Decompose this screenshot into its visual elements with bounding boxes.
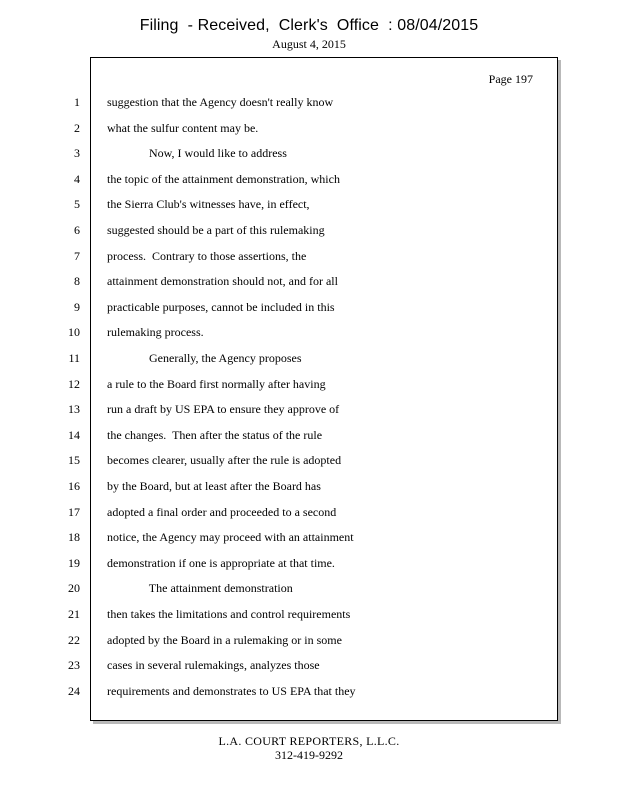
line-number: 17 xyxy=(68,505,80,519)
line-text: notice, the Agency may proceed with an attainment xyxy=(107,530,354,544)
line-text: Generally, the Agency proposes xyxy=(107,351,302,365)
footer-phone: 312-419-9292 xyxy=(275,748,343,762)
line-number: 20 xyxy=(68,581,80,595)
filing-date: August 4, 2015 xyxy=(272,37,346,51)
line-text: process. Contrary to those assertions, the xyxy=(107,249,307,263)
line-number: 19 xyxy=(68,556,80,570)
line-number: 13 xyxy=(68,402,80,416)
line-number: 11 xyxy=(68,351,80,365)
line-text: demonstration if one is appropriate at that time. xyxy=(107,556,335,570)
line-number: 23 xyxy=(68,658,80,672)
line-text: suggested should be a part of this rulemaking xyxy=(107,223,325,237)
line-number: 14 xyxy=(68,428,80,442)
line-number: 10 xyxy=(68,325,80,339)
line-text: what the sulfur content may be. xyxy=(107,121,259,135)
line-text: becomes clearer, usually after the rule is adopted xyxy=(107,453,342,467)
line-number: 12 xyxy=(68,377,80,391)
footer-company: L.A. COURT REPORTERS, L.L.C. xyxy=(218,734,400,748)
line-text: run a draft by US EPA to ensure they approve of xyxy=(107,402,340,416)
line-text: rulemaking process. xyxy=(107,325,204,339)
line-number: 9 xyxy=(74,300,80,314)
line-number: 6 xyxy=(74,223,80,237)
line-number: 5 xyxy=(74,197,80,211)
line-number: 8 xyxy=(74,274,80,288)
line-text: attainment demonstration should not, and for all xyxy=(107,274,338,288)
line-number: 7 xyxy=(74,249,80,263)
line-number: 21 xyxy=(68,607,80,621)
line-text: The attainment demonstration xyxy=(107,581,293,595)
line-number: 22 xyxy=(68,633,80,647)
line-text: the Sierra Club's witnesses have, in effect, xyxy=(107,197,310,211)
line-number: 2 xyxy=(74,121,80,135)
line-number: 16 xyxy=(68,479,80,493)
line-text: the changes. Then after the status of the rule xyxy=(107,428,323,442)
line-text: a rule to the Board first normally after having xyxy=(107,377,326,391)
line-number: 3 xyxy=(74,146,80,160)
page-number: Page 197 xyxy=(488,72,533,86)
line-text: then takes the limitations and control requirements xyxy=(107,607,351,621)
line-text: suggestion that the Agency doesn't really know xyxy=(107,95,334,109)
line-text: adopted a final order and proceeded to a second xyxy=(107,505,337,519)
line-text: by the Board, but at least after the Board has xyxy=(107,479,321,493)
line-number: 15 xyxy=(68,453,80,467)
line-number: 18 xyxy=(68,530,80,544)
filing-stamp: Filing - Received, Clerk's Office : 08/04/2015 xyxy=(139,17,479,34)
line-number: 24 xyxy=(68,684,80,698)
line-text: practicable purposes, cannot be included in this xyxy=(107,300,335,314)
line-number: 1 xyxy=(74,95,80,109)
line-number: 4 xyxy=(74,172,80,186)
line-text: Now, I would like to address xyxy=(107,146,287,160)
line-text: adopted by the Board in a rulemaking or in some xyxy=(107,633,342,647)
line-text: cases in several rulemakings, analyzes those xyxy=(107,658,320,672)
line-text: requirements and demonstrates to US EPA that they xyxy=(107,684,356,698)
line-text: the topic of the attainment demonstration, which xyxy=(107,172,340,186)
